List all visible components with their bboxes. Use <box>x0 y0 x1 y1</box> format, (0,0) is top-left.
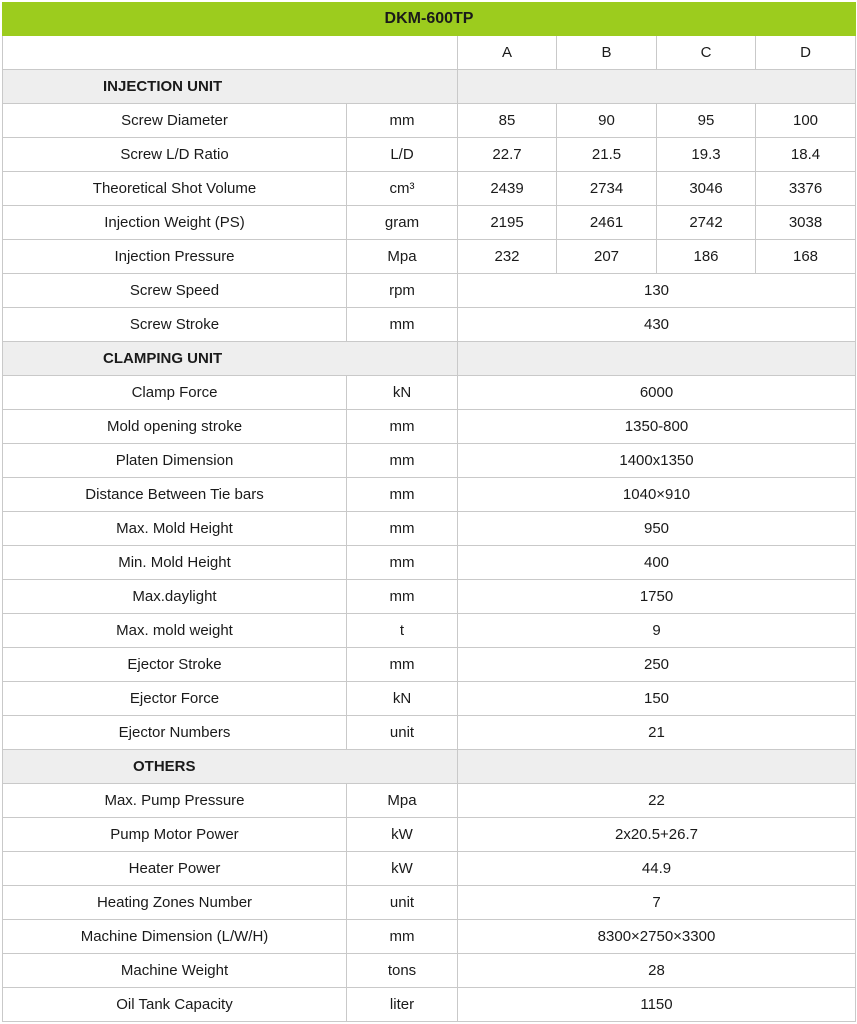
parameter-value-a: 22.7 <box>458 138 557 172</box>
section-filler <box>458 342 856 376</box>
parameter-value-b: 21.5 <box>557 138 657 172</box>
parameter-unit: tons <box>347 954 458 988</box>
parameter-unit: t <box>347 614 458 648</box>
parameter-unit: mm <box>347 444 458 478</box>
parameter-unit: gram <box>347 206 458 240</box>
parameter-name: Screw Diameter <box>3 104 347 138</box>
parameter-value-b: 2461 <box>557 206 657 240</box>
column-header-d: D <box>756 36 856 70</box>
parameter-value: 8300×2750×3300 <box>458 920 856 954</box>
parameter-unit: kW <box>347 818 458 852</box>
table-title: DKM-600TP <box>3 3 856 36</box>
parameter-unit: Mpa <box>347 784 458 818</box>
parameter-name: Pump Motor Power <box>3 818 347 852</box>
parameter-unit: mm <box>347 308 458 342</box>
parameter-value-c: 2742 <box>657 206 756 240</box>
parameter-value: 6000 <box>458 376 856 410</box>
parameter-name: Ejector Numbers <box>3 716 347 750</box>
spec-row <box>3 206 856 240</box>
section-header-others <box>3 750 856 784</box>
parameter-name: Screw Speed <box>3 274 347 308</box>
parameter-name: Min. Mold Height <box>3 546 347 580</box>
spec-row <box>3 240 856 274</box>
parameter-value: 44.9 <box>458 852 856 886</box>
parameter-unit: rpm <box>347 274 458 308</box>
spec-row <box>3 104 856 138</box>
section-title: CLAMPING UNIT <box>3 342 458 376</box>
parameter-value-c: 95 <box>657 104 756 138</box>
parameter-unit: liter <box>347 988 458 1022</box>
parameter-unit: mm <box>347 512 458 546</box>
spec-row <box>3 648 856 682</box>
title-row <box>3 3 856 36</box>
parameter-value: 9 <box>458 614 856 648</box>
parameter-name: Max. mold weight <box>3 614 347 648</box>
parameter-unit: kW <box>347 852 458 886</box>
spec-row <box>3 376 856 410</box>
parameter-value-d: 100 <box>756 104 856 138</box>
spec-row <box>3 920 856 954</box>
parameter-unit: mm <box>347 648 458 682</box>
section-filler <box>458 750 856 784</box>
spec-row <box>3 682 856 716</box>
spec-row <box>3 614 856 648</box>
parameter-value-a: 85 <box>458 104 557 138</box>
spec-table <box>2 2 856 1022</box>
parameter-unit: kN <box>347 682 458 716</box>
parameter-value: 1750 <box>458 580 856 614</box>
parameter-name: Theoretical Shot Volume <box>3 172 347 206</box>
parameter-value-c: 186 <box>657 240 756 274</box>
parameter-value-c: 3046 <box>657 172 756 206</box>
parameter-value: 430 <box>458 308 856 342</box>
parameter-unit: mm <box>347 920 458 954</box>
parameter-value: 250 <box>458 648 856 682</box>
parameter-name: Ejector Force <box>3 682 347 716</box>
spec-row <box>3 172 856 206</box>
parameter-value: 1040×910 <box>458 478 856 512</box>
parameter-unit: mm <box>347 410 458 444</box>
parameter-value: 130 <box>458 274 856 308</box>
parameter-unit: L/D <box>347 138 458 172</box>
parameter-unit: cm³ <box>347 172 458 206</box>
parameter-value: 1400x1350 <box>458 444 856 478</box>
parameter-value: 7 <box>458 886 856 920</box>
spec-row <box>3 954 856 988</box>
parameter-name: Platen Dimension <box>3 444 347 478</box>
parameter-value-b: 90 <box>557 104 657 138</box>
parameter-unit: mm <box>347 104 458 138</box>
spec-row <box>3 138 856 172</box>
spec-row <box>3 852 856 886</box>
column-header-b: B <box>557 36 657 70</box>
spec-row <box>3 308 856 342</box>
parameter-value: 1150 <box>458 988 856 1022</box>
parameter-name: Distance Between Tie bars <box>3 478 347 512</box>
spec-sheet <box>2 2 855 1022</box>
parameter-name: Injection Weight (PS) <box>3 206 347 240</box>
column-header-blank <box>3 36 458 70</box>
parameter-value: 400 <box>458 546 856 580</box>
parameter-name: Injection Pressure <box>3 240 347 274</box>
parameter-unit: mm <box>347 478 458 512</box>
parameter-name: Machine Weight <box>3 954 347 988</box>
parameter-value-b: 2734 <box>557 172 657 206</box>
parameter-name: Screw Stroke <box>3 308 347 342</box>
parameter-name: Ejector Stroke <box>3 648 347 682</box>
spec-row <box>3 410 856 444</box>
section-title: OTHERS <box>3 750 458 784</box>
parameter-name: Oil Tank Capacity <box>3 988 347 1022</box>
parameter-unit: kN <box>347 376 458 410</box>
parameter-value: 150 <box>458 682 856 716</box>
parameter-name: Max. Mold Height <box>3 512 347 546</box>
parameter-name: Heater Power <box>3 852 347 886</box>
section-header-clamping-unit <box>3 342 856 376</box>
parameter-value: 28 <box>458 954 856 988</box>
spec-row <box>3 886 856 920</box>
parameter-unit: unit <box>347 886 458 920</box>
parameter-name: Clamp Force <box>3 376 347 410</box>
parameter-value: 1350-800 <box>458 410 856 444</box>
parameter-value: 21 <box>458 716 856 750</box>
parameter-value-a: 2439 <box>458 172 557 206</box>
section-title: INJECTION UNIT <box>3 70 458 104</box>
spec-row <box>3 988 856 1022</box>
spec-row <box>3 512 856 546</box>
parameter-name: Mold opening stroke <box>3 410 347 444</box>
parameter-unit: mm <box>347 546 458 580</box>
parameter-value-b: 207 <box>557 240 657 274</box>
spec-row <box>3 274 856 308</box>
parameter-name: Max.daylight <box>3 580 347 614</box>
parameter-name: Machine Dimension (L/W/H) <box>3 920 347 954</box>
parameter-value: 2x20.5+26.7 <box>458 818 856 852</box>
parameter-name: Heating Zones Number <box>3 886 347 920</box>
column-header-c: C <box>657 36 756 70</box>
spec-row <box>3 580 856 614</box>
parameter-value-d: 3038 <box>756 206 856 240</box>
spec-row <box>3 784 856 818</box>
parameter-value-a: 232 <box>458 240 557 274</box>
spec-row <box>3 716 856 750</box>
parameter-value-c: 19.3 <box>657 138 756 172</box>
spec-row <box>3 818 856 852</box>
section-header-injection-unit <box>3 70 856 104</box>
parameter-unit: Mpa <box>347 240 458 274</box>
parameter-unit: unit <box>347 716 458 750</box>
parameter-value-d: 3376 <box>756 172 856 206</box>
column-header-row <box>3 36 856 70</box>
parameter-value-a: 2195 <box>458 206 557 240</box>
section-filler <box>458 70 856 104</box>
parameter-unit: mm <box>347 580 458 614</box>
spec-row <box>3 546 856 580</box>
parameter-value: 950 <box>458 512 856 546</box>
parameter-value-d: 168 <box>756 240 856 274</box>
parameter-value: 22 <box>458 784 856 818</box>
spec-row <box>3 444 856 478</box>
parameter-value-d: 18.4 <box>756 138 856 172</box>
parameter-name: Max. Pump Pressure <box>3 784 347 818</box>
spec-row <box>3 478 856 512</box>
column-header-a: A <box>458 36 557 70</box>
parameter-name: Screw L/D Ratio <box>3 138 347 172</box>
